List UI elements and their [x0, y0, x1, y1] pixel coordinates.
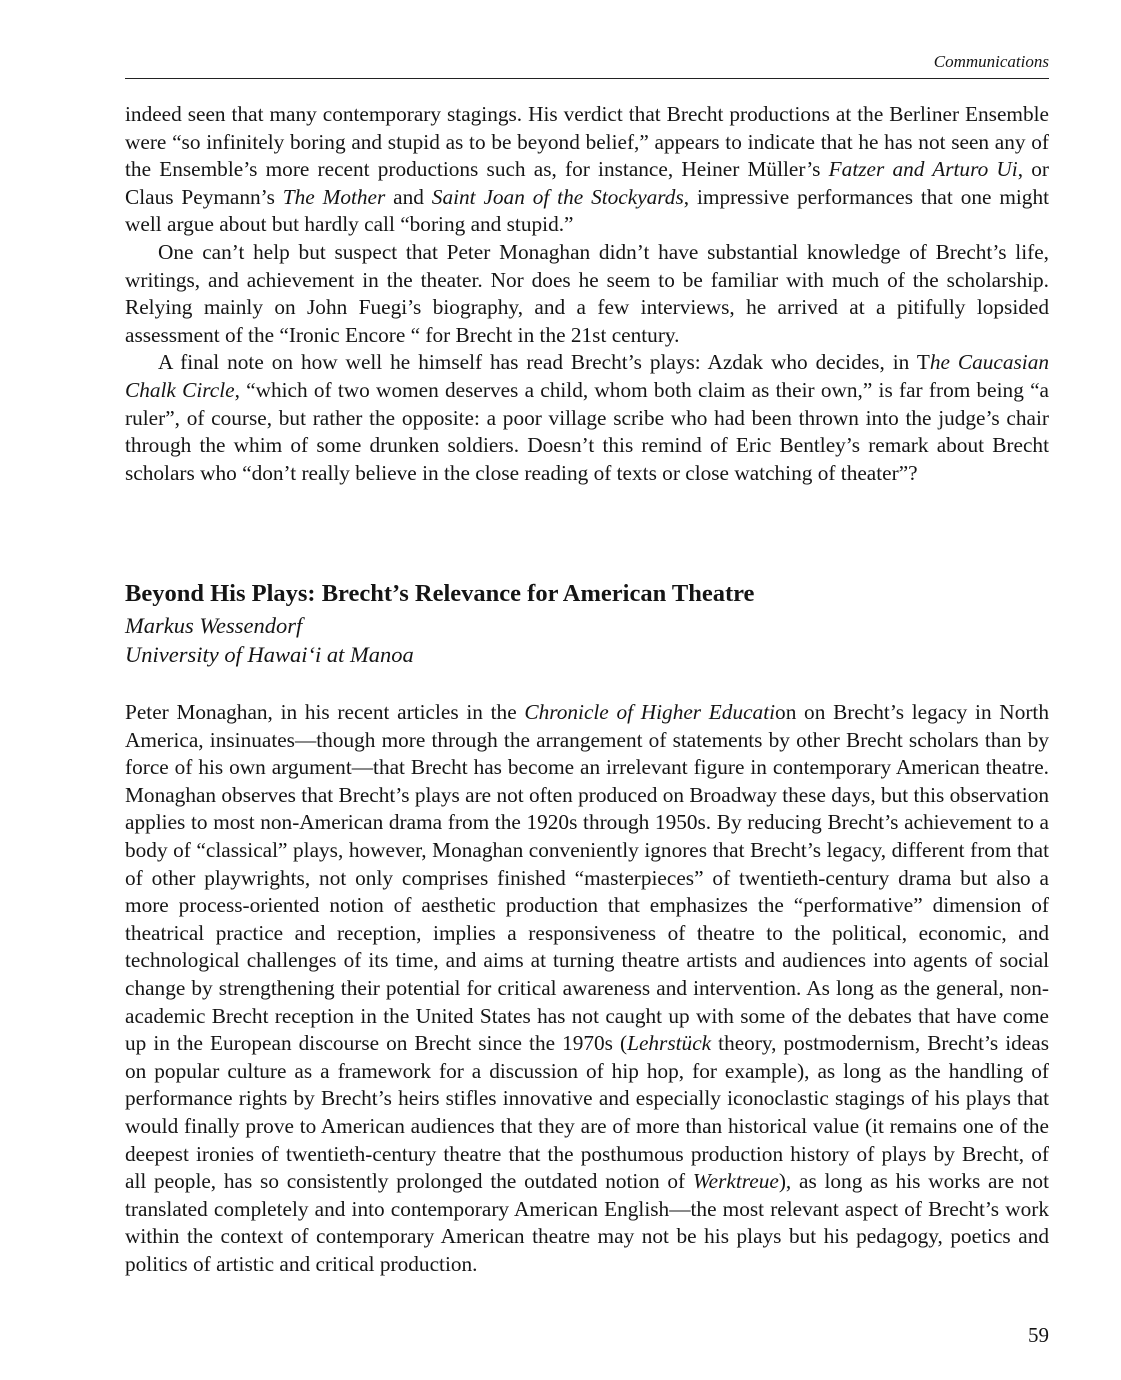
article-title: Beyond His Plays: Brecht’s Relevance for American Theatre: [125, 580, 755, 607]
text-run: , “which of two women deserves a child, whom both claim as their own,” is far from being “a ruler”, of course, but rather the opposite: a poor village scribe who had been thrown into the judge’s chair through the whim of some drunken soldiers. Doesn’t this remind of Eric Bentley’s remark about Brecht scholars who “don’t really believe in the close reading of texts or close watching of theater”?: [125, 377, 1049, 485]
italic-text: Saint Joan of the Stockyards: [431, 184, 684, 209]
italic-text: Chronicle of Higher Educati: [524, 700, 776, 724]
page-number: 59: [1028, 1323, 1049, 1347]
text-run: A final note on how well he himself has read Brecht’s plays: Azdak who decides, in T: [158, 350, 930, 375]
italic-text: Werktreue: [692, 1169, 779, 1194]
paragraph: [125, 349, 1049, 487]
running-head-title: Communications: [933, 52, 1049, 71]
text-run: Peter Monaghan, in his recent articles in the: [125, 700, 525, 724]
paragraph: [125, 101, 1049, 239]
italic-text: Lehrstück: [627, 1031, 712, 1056]
italic-text: he Caucasian Chalk Circle: [125, 350, 1050, 402]
text-run: theory, postmodernism, Brecht’s ideas on popular culture as a framework for a discussion of hip hop, for example), as long as the handling of performance rights by Brecht’s heirs stifles innovative and especially iconoclastic stagings of his plays that would finally prove to American audiences that they are of more than historical value (it remains one of the deepest ironies of twentieth-century theatre that the posthumous production history of plays by Brecht, of all people, has so consistently prolonged the outdated notion of: [125, 1031, 1049, 1194]
article-body: [125, 699, 1049, 1278]
text-run: and: [385, 184, 432, 209]
article-heading: [125, 577, 1049, 669]
italic-text: The Mother: [282, 184, 386, 209]
paragraph: [125, 699, 1049, 1278]
text-run: , or Claus Peymann’s: [125, 157, 1049, 209]
article-author: Markus Wessendorf: [125, 613, 303, 638]
text-run: , impressive performances that one might well argue about but hardly call “boring and stupid.”: [125, 184, 1050, 237]
article-affiliation: University of Hawai‘i at Manoa: [125, 642, 414, 667]
running-header: [125, 50, 1049, 79]
previous-article-text: [125, 101, 1049, 487]
text-run: One can’t help but suspect that Peter Monaghan didn’t have substantial knowledge of Brecht’s life, writings, and achievement in the theater. Nor does he seem to be familiar with much of the scholarship. Relying mainly on John Fuegi’s biography, and a few interviews, he arrived at a pitifully lopsided assessment of the “Ironic Encore “ for Brecht in the 21st century.: [125, 239, 1049, 347]
italic-text: Fatzer and Arturo Ui: [828, 157, 1018, 182]
text-run: indeed seen that many contemporary stagings. His verdict that Brecht productions at the Berliner Ensemble were “so infinitely boring and stupid as to be beyond belief,” appears to indicate that he has not seen any of the Ensemble’s more recent productions such as, for instance, Heiner Müller’s: [125, 102, 1049, 182]
paragraph: [125, 239, 1049, 349]
text-run: ), as long as his works are not translated completely and into contemporary American English—the most relevant aspect of Brecht’s work within the context of contemporary American theatre may not be his plays but his pedagogy, poetics and politics of artistic and critical production.: [125, 1169, 1049, 1276]
text-run: on on Brecht’s legacy in North America, insinuates—though more through the arrangement of statements by other Brecht scholars than by force of his own argument—that Brecht has become an irrelevant figure in contemporary American theatre. Monaghan observes that Brecht’s plays are not often produced on Broadway these days, but this observation applies to most non-American drama from the 1920s through 1950s. By reducing Brecht’s achievement to a body of “classical” plays, however, Monaghan conveniently ignores that Brecht’s legacy, different from that of other playwrights, not only comprises finished “masterpieces” of twentieth-century drama but also a more process-oriented notion of aesthetic production that emphasizes the “performative” dimension of theatrical practice and reception, implies a responsiveness of theatre to the political, economic, and technological challenges of its time, and aims at turning theatre artists and audiences into agents of social change by strengthening their potential for critical awareness and intervention. As long as the general, non-academic Brecht reception in the United States has not caught up with some of the debates that have come up in the European discourse on Brecht since the 1970s (: [125, 700, 1049, 1056]
